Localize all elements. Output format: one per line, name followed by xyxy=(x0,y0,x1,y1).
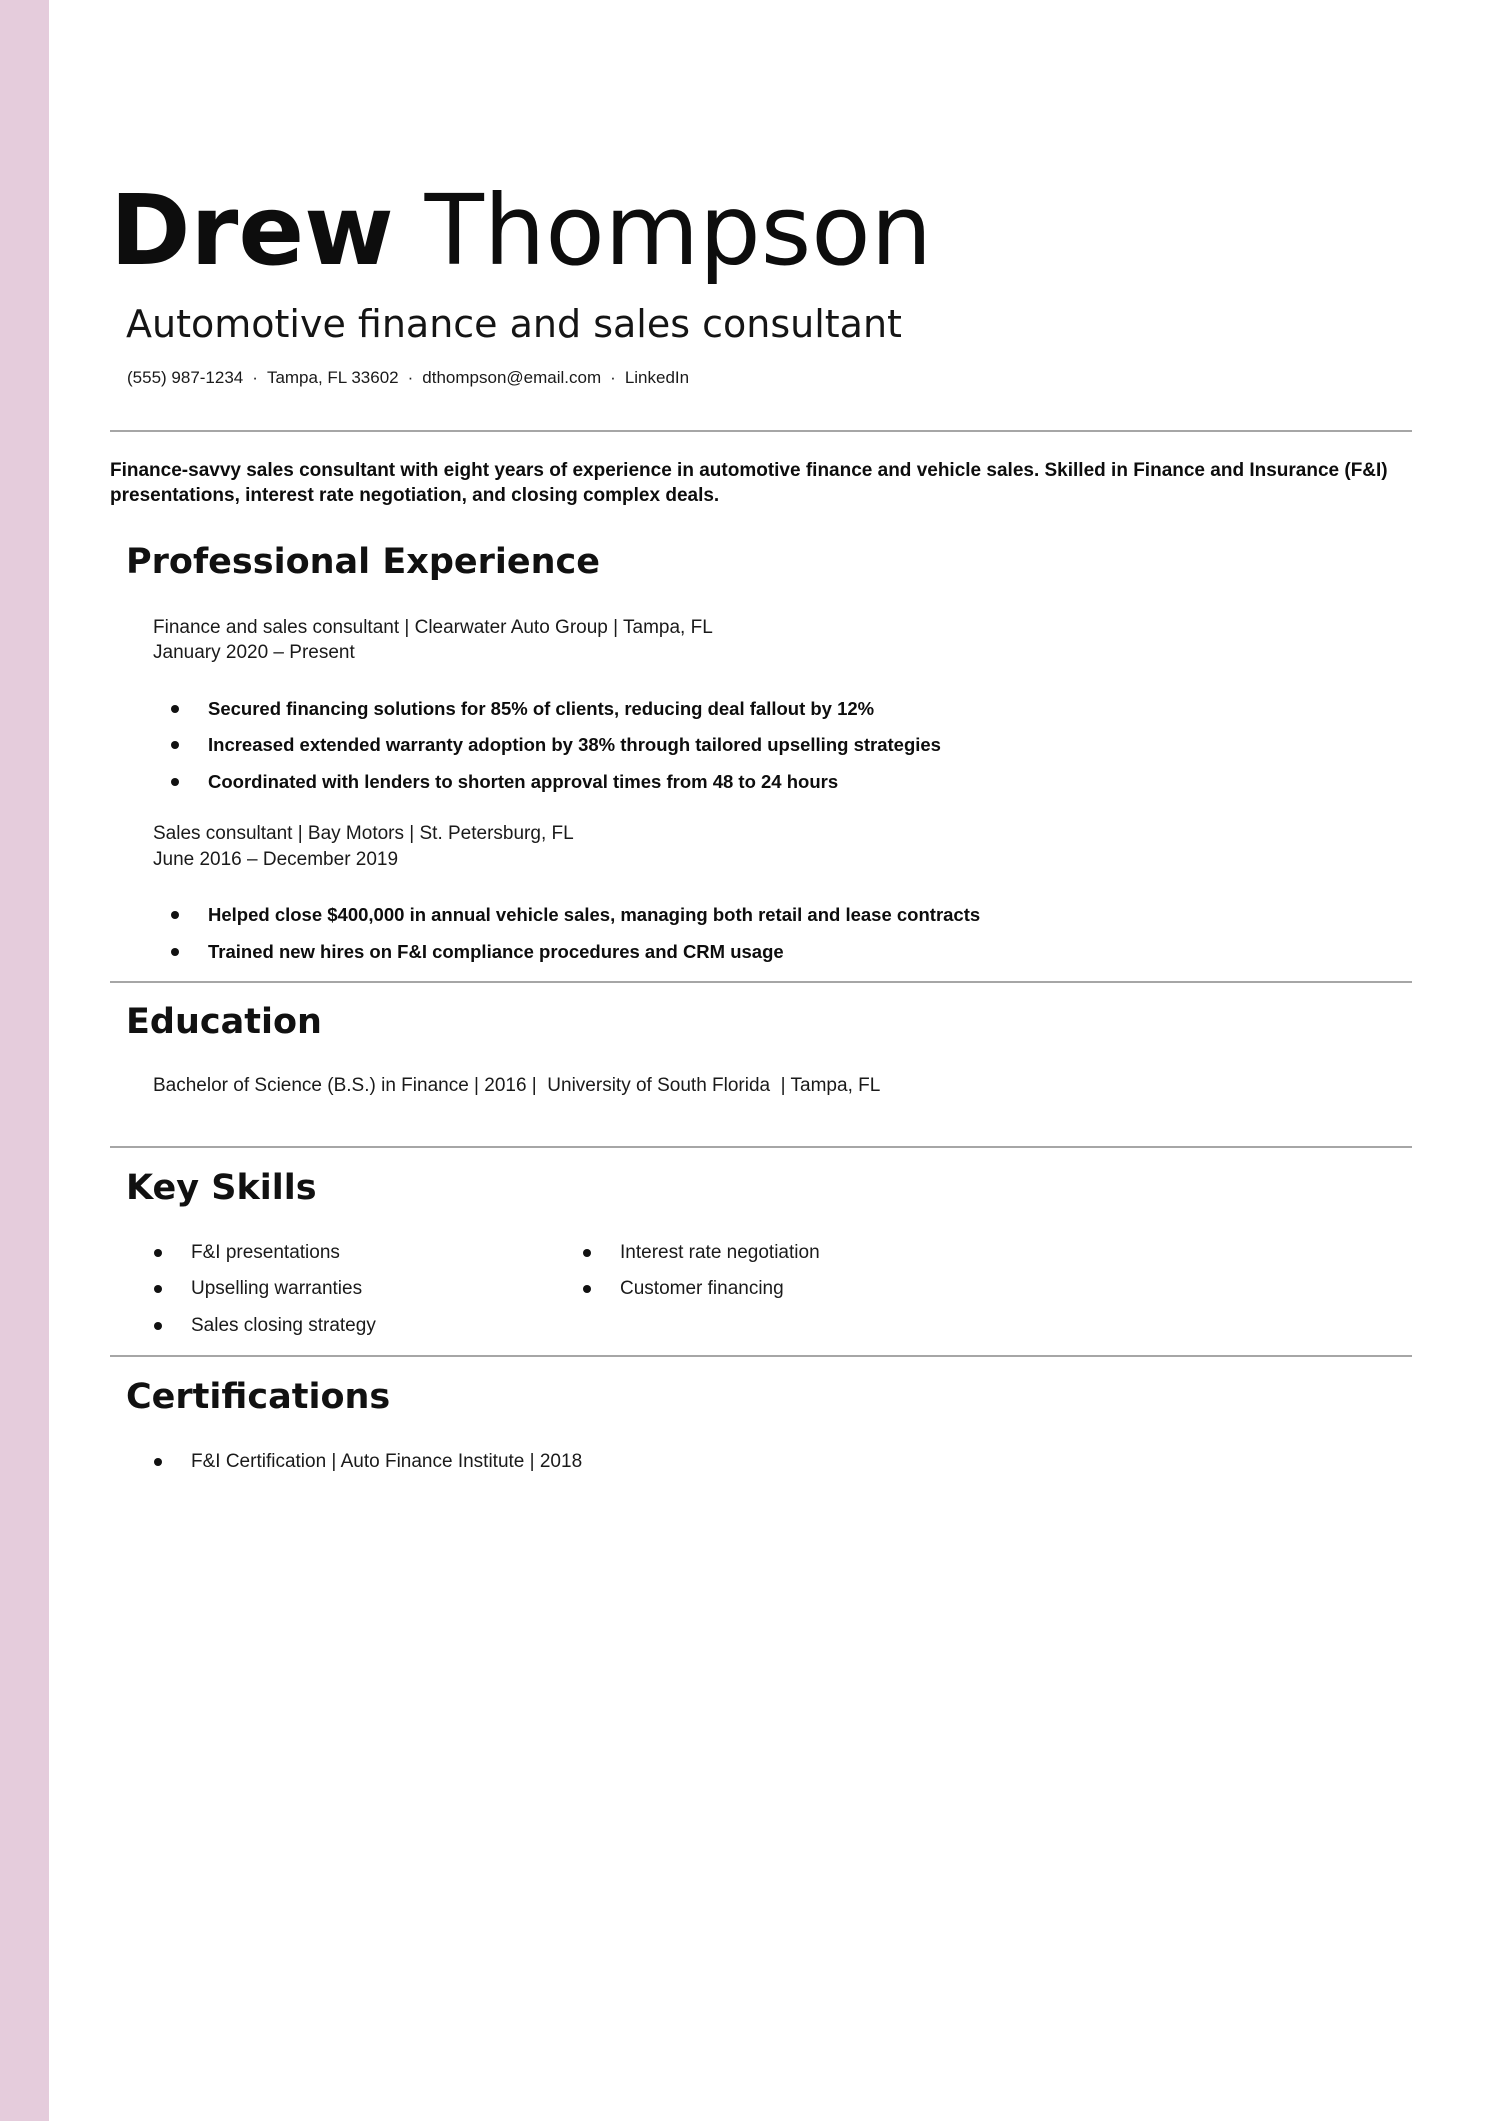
bullet-icon xyxy=(154,1249,162,1257)
skill-item: Customer financing xyxy=(620,1278,784,1299)
skill-item: Upselling warranties xyxy=(191,1278,363,1299)
list-item xyxy=(154,1313,376,1338)
certification-item: F&I Certification | Auto Finance Institute | 2018 xyxy=(191,1451,583,1472)
job-2-bullet-2: Trained new hires on F&I compliance procedures and CRM usage xyxy=(208,941,784,962)
bullet-icon xyxy=(171,705,179,713)
last-name: Thompson xyxy=(424,174,933,287)
list-item xyxy=(583,1276,784,1301)
divider xyxy=(110,981,1412,983)
section-title-experience: Professional Experience xyxy=(126,542,601,582)
skill-item: Sales closing strategy xyxy=(191,1315,376,1336)
job-2-role: Sales consultant | Bay Motors | St. Petersburg, FL xyxy=(153,823,574,844)
bullet-icon xyxy=(171,948,179,956)
accent-side-bar xyxy=(0,0,49,2121)
list-item xyxy=(0,696,874,721)
section-title-education: Education xyxy=(126,1002,322,1042)
list-item xyxy=(583,1240,820,1265)
job-1-dates: January 2020 – Present xyxy=(153,642,355,663)
job-1-bullet-3: Coordinated with lenders to shorten approval times from 48 to 24 hours xyxy=(208,771,839,792)
contact-email[interactable]: dthompson@email.com xyxy=(422,368,602,387)
list-item xyxy=(154,1276,362,1301)
bullet-icon xyxy=(154,1285,162,1293)
contact-line xyxy=(127,366,689,390)
divider xyxy=(110,1146,1412,1148)
list-item xyxy=(0,902,980,927)
section-title-certifications: Certifications xyxy=(126,1377,391,1417)
bullet-icon xyxy=(154,1322,162,1330)
contact-separator: · xyxy=(610,368,616,387)
section-title-skills: Key Skills xyxy=(126,1168,317,1208)
divider xyxy=(110,1355,1412,1357)
bullet-icon xyxy=(154,1458,162,1466)
headline: Automotive finance and sales consultant xyxy=(126,302,902,346)
skill-item: Interest rate negotiation xyxy=(620,1242,820,1263)
bullet-icon xyxy=(583,1249,591,1257)
candidate-name xyxy=(110,176,932,286)
divider xyxy=(110,430,1412,432)
list-item xyxy=(154,1449,582,1474)
bullet-icon xyxy=(583,1285,591,1293)
summary: Finance-savvy sales consultant with eight years of experience in automotive finance and vehicle sales. Skilled in Finance and Insurance (F&I) presentations, interest rate negotiation, and closing complex deals. xyxy=(110,460,1388,506)
list-item xyxy=(0,939,784,964)
job-1-bullet-1: Secured financing solutions for 85% of clients, reducing deal fallout by 12% xyxy=(208,698,875,719)
contact-phone: (555) 987-1234 xyxy=(127,368,244,387)
job-1-role: Finance and sales consultant | Clearwater Auto Group | Tampa, FL xyxy=(153,617,713,638)
education-entry: Bachelor of Science (B.S.) in Finance | 2016 | University of South Florida | Tampa, FL xyxy=(153,1075,881,1096)
job-2-dates: June 2016 – December 2019 xyxy=(153,849,399,870)
skill-item: F&I presentations xyxy=(191,1242,340,1263)
contact-location: Tampa, FL 33602 xyxy=(266,368,399,387)
list-item xyxy=(154,1240,340,1265)
bullet-icon xyxy=(171,778,179,786)
first-name: Drew xyxy=(110,174,394,287)
contact-linkedin-link[interactable]: LinkedIn xyxy=(624,368,690,387)
job-2-bullet-1: Helped close $400,000 in annual vehicle sales, managing both retail and lease contracts xyxy=(208,904,981,925)
contact-separator: · xyxy=(252,368,258,387)
contact-separator: · xyxy=(407,368,414,387)
bullet-icon xyxy=(171,911,179,919)
list-item xyxy=(0,732,941,757)
bullet-icon xyxy=(171,741,179,749)
list-item xyxy=(0,769,838,794)
job-1-bullet-2: Increased extended warranty adoption by 38% through tailored upselling strategies xyxy=(208,734,941,755)
